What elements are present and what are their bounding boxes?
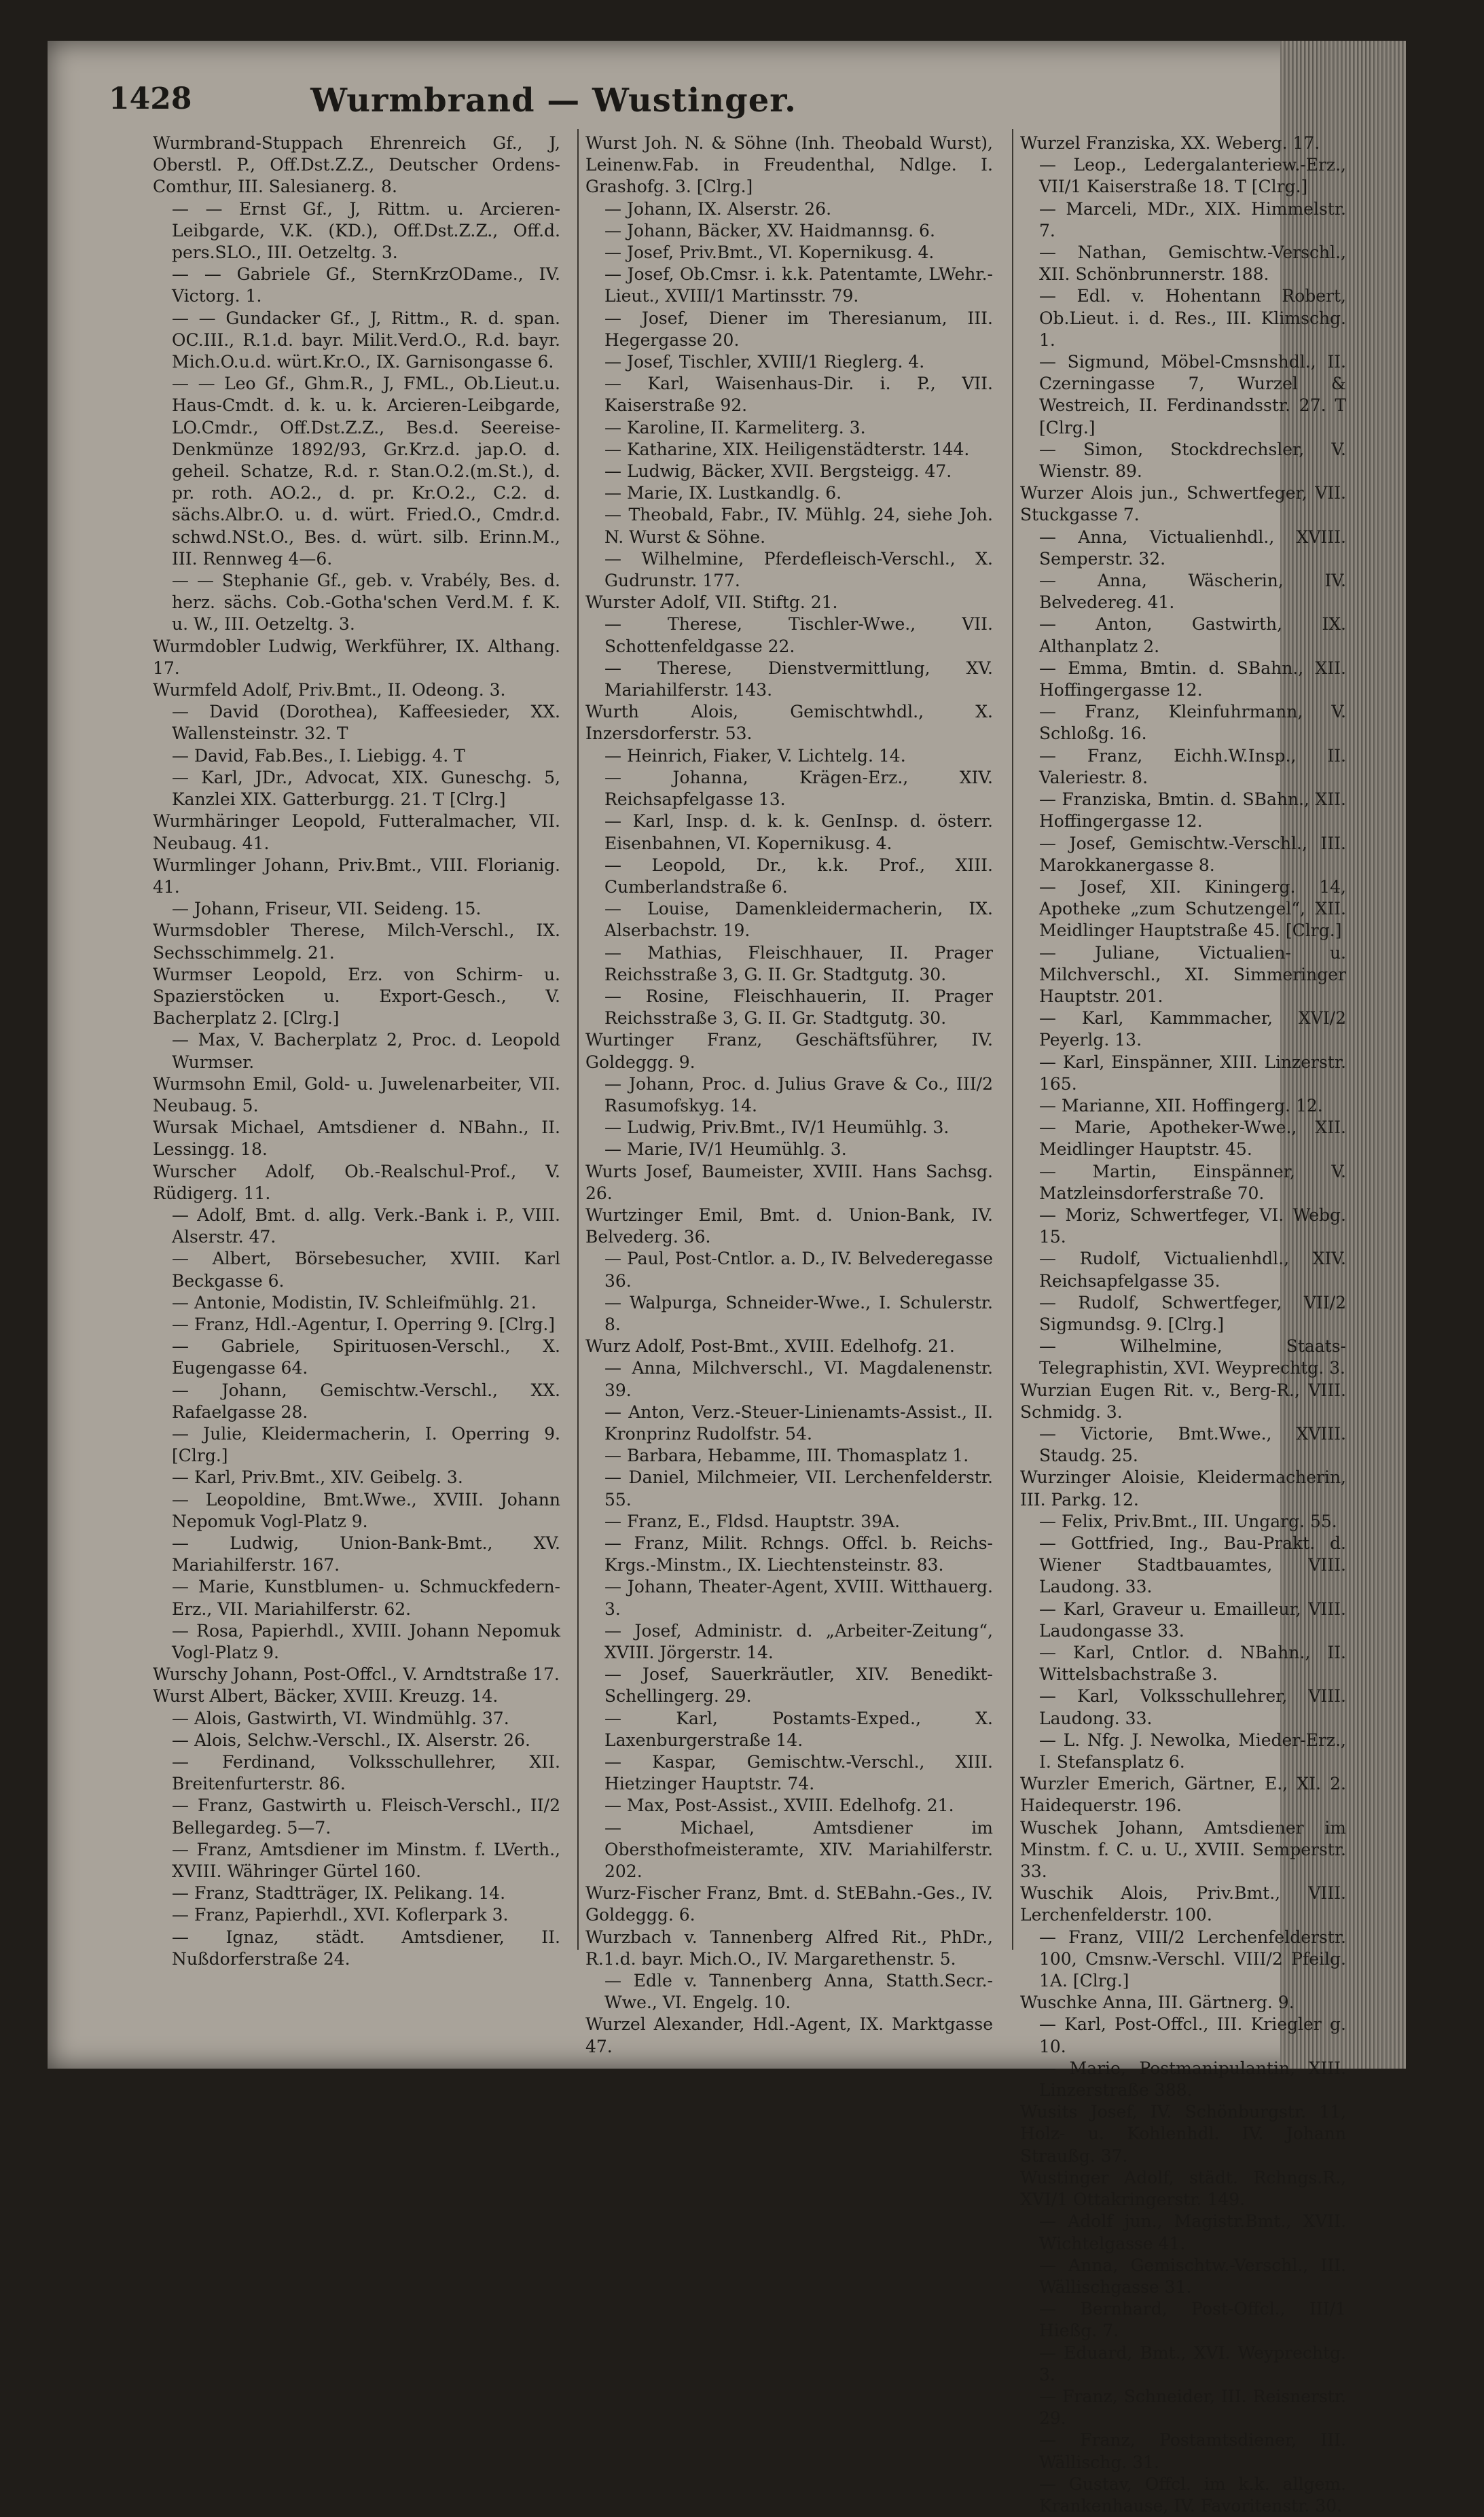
page-number: 1428 bbox=[109, 82, 192, 116]
directory-entry: — Marie, IV/1 Heumühlg. 3. bbox=[604, 1139, 847, 1160]
directory-entry: — Karl, JDr., Advocat, XIX. Guneschg. 5, Kanzlei XIX. Gatterburgg. 21. T [Clrg.] bbox=[172, 767, 560, 810]
directory-entry: — Karl, Kammmacher, XVI/2 Peyerlg. 13. bbox=[1039, 1008, 1346, 1050]
directory-entry: Wurmdobler Ludwig, Werkführer, IX. Althang. 17. bbox=[153, 636, 560, 678]
directory-entry: — Bernhard, Post-Offcl., III/1 Hießg. 7. bbox=[1039, 2299, 1346, 2341]
directory-entry: — Karl, Post-Offcl., III. Kriegler g. 10. bbox=[1039, 2014, 1346, 2056]
directory-entry: — Anna, Gemischtw.-Verschl., III. Wällischgasse 31. bbox=[1039, 2255, 1346, 2297]
directory-entry: — Kaspar, Gemischtw.-Verschl., XIII. Hietzinger Hauptstr. 74. bbox=[604, 1752, 993, 1794]
directory-entry: — Karl, Insp. d. k. k. GenInsp. d. österr. Eisenbahnen, VI. Kopernikusg. 4. bbox=[604, 811, 993, 853]
directory-entry: — Josef, Gemischtw.-Verschl., III. Marokkanergasse 8. bbox=[1039, 833, 1346, 875]
directory-entry: — Theobald, Fabr., IV. Mühlg. 24, siehe Joh. N. Wurst & Söhne. bbox=[604, 505, 993, 547]
directory-entry: — Rosine, Fleischhauerin, II. Prager Reichsstraße 3, G. II. Gr. Stadtgutg. 30. bbox=[604, 986, 993, 1029]
directory-entry: Wurster Adolf, VII. Stiftg. 21. bbox=[585, 592, 838, 613]
directory-entry: — Johann, Theater-Agent, XVIII. Witthauerg. 3. bbox=[604, 1577, 993, 1619]
directory-entry: — Gustav, Offcl. im k.k. allgem. Krankenhause, IV. Favoritenstr. 30. bbox=[1039, 2474, 1346, 2516]
directory-entry: — Sigmund, Möbel-Cmsnshdl., II. Czerningasse 7, Wurzel & Westreich, II. Ferdinandsstr. 27. T [Clrg.] bbox=[1039, 352, 1346, 438]
directory-entry: Wurz-Fischer Franz, Bmt. d. StEBahn.-Ges., IV. Goldeggg. 6. bbox=[585, 1883, 993, 1925]
directory-entry: — Barbara, Hebamme, III. Thomasplatz 1. bbox=[604, 1446, 969, 1466]
directory-entry: — Alois, Gastwirth, VI. Windmühlg. 37. bbox=[172, 1708, 509, 1728]
directory-entry: Wurst Joh. N. & Söhne (Inh. Theobald Wurst), Leinenw.Fab. in Freudenthal, Ndlge. I. Grashofg. 3. [Clrg.] bbox=[585, 133, 993, 197]
directory-entry: — Heinrich, Fiaker, V. Lichtelg. 14. bbox=[604, 745, 906, 766]
directory-entry: — Franz, VIII/2 Lerchenfelderstr. 100, Cmsnw.-Verschl. VIII/2 Pfeilg. 1A. [Clrg.] bbox=[1039, 1927, 1346, 1991]
directory-entry: — Leop., Ledergalanteriew.-Erz., VII/1 Kaiserstraße 18. T [Clrg.] bbox=[1039, 155, 1346, 197]
directory-entry: Wurmlinger Johann, Priv.Bmt., VIII. Florianig. 41. bbox=[153, 855, 560, 897]
directory-entry: Wurmser Leopold, Erz. von Schirm- u. Spazierstöcken u. Export-Gesch., V. Bacherplatz 2. [Clrg.] bbox=[153, 964, 560, 1029]
directory-entry: — Franz, Milit. Rchngs. Offcl. b. Reichs-Krgs.-Minstm., IX. Liechtensteinstr. 83. bbox=[604, 1533, 993, 1575]
directory-entry: — Eduard, Bmt., XVI. Weyprechtg. 3. bbox=[1039, 2342, 1346, 2385]
directory-entry: Wurth Alois, Gemischtwhdl., X. Inzersdorferstr. 53. bbox=[585, 702, 993, 744]
directory-entry: — Rosa, Papierhdl., XVIII. Johann Nepomuk Vogl-Platz 9. bbox=[172, 1620, 560, 1663]
directory-entry: — Louise, Damenkleidermacherin, IX. Alserbachstr. 19. bbox=[604, 899, 993, 941]
directory-entry: — Edle v. Tannenberg Anna, Statth.Secr.-Wwe., VI. Engelg. 10. bbox=[604, 1971, 993, 2013]
directory-entry: — Franz, Papierhdl., XVI. Koflerpark 3. bbox=[172, 1905, 509, 1925]
directory-entry: — Ferdinand, Volksschullehrer, XII. Breitenfurterstr. 86. bbox=[172, 1752, 560, 1794]
directory-entry: — Josef, Diener im Theresianum, III. Hegergasse 20. bbox=[604, 308, 993, 350]
directory-entry: — Wilhelmine, Pferdefleisch-Verschl., X. Gudrunstr. 177. bbox=[604, 548, 993, 591]
directory-entry: Wurst Albert, Bäcker, XVIII. Kreuzg. 14. bbox=[153, 1686, 499, 1707]
directory-entry: — Edl. v. Hohentann Robert, Ob.Lieut. i. d. Res., III. Klimschg. 1. bbox=[1039, 286, 1346, 350]
directory-entry: — Josef, Priv.Bmt., VI. Kopernikusg. 4. bbox=[604, 243, 935, 263]
directory-entry: — Ludwig, Bäcker, XVII. Bergsteigg. 47. bbox=[604, 461, 952, 482]
directory-entry: — Johann, Bäcker, XV. Haidmannsg. 6. bbox=[604, 220, 935, 240]
directory-entry: — Anna, Victualienhdl., XVIII. Semperstr. 32. bbox=[1039, 526, 1346, 569]
column-rule bbox=[577, 129, 579, 1950]
directory-entry: Wurz Adolf, Post-Bmt., XVIII. Edelhofg. 21. bbox=[585, 1336, 955, 1357]
directory-entry: Wurts Josef, Baumeister, XVIII. Hans Sachsg. 26. bbox=[585, 1161, 993, 1203]
directory-entry: — Anton, Gastwirth, IX. Althanplatz 2. bbox=[1039, 614, 1346, 656]
directory-entry: — Katharine, XIX. Heiligenstädterstr. 144. bbox=[604, 439, 970, 459]
directory-entry: — Johann, IX. Alserstr. 26. bbox=[604, 198, 832, 219]
directory-entry: — Marianne, XII. Hoffingerg. 12. bbox=[1039, 1095, 1323, 1115]
directory-entry: — Michael, Amtsdiener im Obersthofmeisteramte, XIV. Mariahilferstr. 202. bbox=[604, 1817, 993, 1882]
directory-entry: — Leopoldine, Bmt.Wwe., XVIII. Johann Nepomuk Vogl-Platz 9. bbox=[172, 1489, 560, 1531]
directory-entry: — — Stephanie Gf., geb. v. Vrabély, Bes. d. herz. sächs. Cob.-Gotha'schen Verd.M. f. K. u. W., III. Oetzeltg. 3. bbox=[172, 571, 560, 635]
directory-entry: — Gabriele, Spirituosen-Verschl., X. Eugengasse 64. bbox=[172, 1336, 560, 1378]
directory-entry: — Rudolf, Schwertfeger, VII/2 Sigmundsg. 9. [Clrg.] bbox=[1039, 1292, 1346, 1334]
directory-entry: — Karl, Graveur u. Emailleur, VIII. Laudongasse 33. bbox=[1039, 1599, 1346, 1641]
directory-entry: — Karl, Cntlor. d. NBahn., II. Wittelsbachstraße 3. bbox=[1039, 1643, 1346, 1685]
directory-entry: — Josef, XII. Kiningerg. 14, Apotheke „zum Schutzengel“, XII. Meidlinger Hauptstraße 45. [Clrg.] bbox=[1039, 876, 1346, 941]
directory-entry: — Leopold, Dr., k.k. Prof., XIII. Cumberlandstraße 6. bbox=[604, 855, 993, 897]
directory-entry: — L. Nfg. J. Newolka, Mieder-Erz., I. Stefansplatz 6. bbox=[1039, 1730, 1346, 1772]
directory-entry: — Franz, Kleinfuhrmann, V. Schloßg. 16. bbox=[1039, 702, 1346, 744]
directory-entry: — Ignaz, städt. Amtsdiener, II. Nußdorferstraße 24. bbox=[172, 1927, 560, 1969]
column-3 bbox=[1020, 132, 1346, 2516]
directory-entry: Wusits Josef, IV. Schönburgstr. 11, Holz- u. Kohlenhdl. IV. Johann Straußg. 37. bbox=[1020, 2102, 1346, 2166]
directory-entry: — David, Fab.Bes., I. Liebigg. 4. T bbox=[172, 745, 465, 766]
directory-entry: Wuschke Anna, III. Gärtnerg. 9. bbox=[1020, 1993, 1295, 2013]
directory-entry: — Johann, Gemischtw.-Verschl., XX. Rafaelgasse 28. bbox=[172, 1380, 560, 1422]
directory-entry: — Karl, Einspänner, XIII. Linzerstr. 165. bbox=[1039, 1052, 1346, 1094]
directory-entry: — Franz, E., Fldsd. Hauptstr. 39A. bbox=[604, 1511, 901, 1531]
directory-entry: — Marceli, MDr., XIX. Himmelstr. 7. bbox=[1039, 198, 1346, 240]
directory-entry: — David (Dorothea), Kaffeesieder, XX. Wallensteinstr. 32. T bbox=[172, 702, 560, 744]
directory-entry: Wuschek Johann, Amtsdiener im Minstm. f. C. u. U., XVIII. Semperstr. 33. bbox=[1020, 1817, 1346, 1882]
directory-entry: — — Gundacker Gf., J, Rittm., R. d. span. OC.III., R.1.d. bayr. Milit.Verd.O., R.d. bayr. Mich.O.u.d. würt.Kr.O., IX. Garnisongasse 6. bbox=[172, 308, 560, 372]
directory-entry: — Karl, Priv.Bmt., XIV. Geibelg. 3. bbox=[172, 1467, 463, 1488]
column-2 bbox=[585, 132, 993, 2056]
directory-entry: Wurzinger Aloisie, Kleidermacherin, III. Parkg. 12. bbox=[1020, 1467, 1346, 1510]
directory-entry: — Alois, Selchw.-Verschl., IX. Alserstr. 26. bbox=[172, 1730, 530, 1750]
directory-entry: — Rudolf, Victualienhdl., XIV. Reichsapfelgasse 35. bbox=[1039, 1249, 1346, 1291]
directory-entry: — Anna, Wäscherin, IV. Belvedereg. 41. bbox=[1039, 571, 1346, 613]
directory-entry: — Adolf, Bmt. d. allg. Verk.-Bank i. P., VIII. Alserstr. 47. bbox=[172, 1204, 560, 1247]
directory-entry: Wuschik Alois, Priv.Bmt., VIII. Lerchenfelderstr. 100. bbox=[1020, 1883, 1346, 1925]
directory-entry: — Johann, Proc. d. Julius Grave & Co., III/2 Rasumofskyg. 14. bbox=[604, 1073, 993, 1115]
directory-entry: — Josef, Tischler, XVIII/1 Rieglerg. 4. bbox=[604, 352, 925, 372]
directory-entry: — Karl, Postamts-Exped., X. Laxenburgerstraße 14. bbox=[604, 1708, 993, 1750]
directory-entry: — Franz, Amtsdiener im Minstm. f. LVerth., XVIII. Währinger Gürtel 160. bbox=[172, 1839, 560, 1882]
directory-entry: — Marie, Kunstblumen- u. Schmuckfedern-Erz., VII. Mariahilferstr. 62. bbox=[172, 1577, 560, 1619]
directory-entry: — Ludwig, Union-Bank-Bmt., XV. Mariahilferstr. 167. bbox=[172, 1533, 560, 1575]
directory-entry: Wustinger Adolf, städt. Rchngs.R., XVI/1 Ottakringerstr. 149. bbox=[1020, 2167, 1346, 2210]
directory-entry: Wurzler Emerich, Gärtner, E., XI. 2. Haidequerstr. 196. bbox=[1020, 1774, 1346, 1816]
running-head: Wurmbrand — Wustinger. bbox=[310, 82, 797, 120]
directory-entry: — Adolf jun., Magistr.Bmt., XVII. Wichtelgasse 41. bbox=[1039, 2211, 1346, 2253]
directory-entry: Wurscher Adolf, Ob.-Realschul-Prof., V. Rüdigerg. 11. bbox=[153, 1161, 560, 1203]
directory-entry: — — Ernst Gf., J, Rittm. u. Arcieren-Leibgarde, V.K. (KD.), Off.Dst.Z.Z., Off.d. pers.SLO., III. Oetzeltg. 3. bbox=[172, 198, 560, 263]
directory-entry: — Victorie, Bmt.Wwe., XVIII. Staudg. 25. bbox=[1039, 1423, 1346, 1466]
directory-entry: — Max, Post-Assist., XVIII. Edelhofg. 21. bbox=[604, 1796, 954, 1816]
directory-entry: — Antonie, Modistin, IV. Schleifmühlg. 21. bbox=[172, 1292, 537, 1313]
directory-entry: — Karl, Volksschullehrer, VIII. Laudong. 33. bbox=[1039, 1686, 1346, 1728]
directory-entry: — Franz, Eichh.W.Insp., II. Valeriestr. 8. bbox=[1039, 745, 1346, 787]
directory-entry: — Julie, Kleidermacherin, I. Operring 9. [Clrg.] bbox=[172, 1423, 560, 1466]
directory-entry: — Franziska, Bmtin. d. SBahn., XII. Hoffingergasse 12. bbox=[1039, 789, 1346, 832]
directory-entry: Wurmsdobler Therese, Milch-Verschl., IX. Sechsschimmelg. 21. bbox=[153, 921, 560, 963]
directory-entry: — Franz, Stadtträger, IX. Pelikang. 14. bbox=[172, 1883, 506, 1904]
directory-entry: — Franz, Gastwirth u. Fleisch-Verschl., II/2 Bellegardeg. 5—7. bbox=[172, 1796, 560, 1838]
directory-entry: — Moriz, Schwertfeger, VI. Webg. 15. bbox=[1039, 1204, 1346, 1247]
directory-entry: — Johanna, Krägen-Erz., XIV. Reichsapfelgasse 13. bbox=[604, 767, 993, 810]
directory-entry: — Ludwig, Priv.Bmt., IV/1 Heumühlg. 3. bbox=[604, 1118, 949, 1138]
directory-entry: Wurzel Franziska, XX. Weberg. 17. bbox=[1020, 133, 1320, 153]
directory-entry: Wurzel Alexander, Hdl.-Agent, IX. Marktgasse 47. bbox=[585, 2014, 993, 2056]
directory-entry: — Martin, Einspänner, V. Matzleinsdorferstraße 70. bbox=[1039, 1161, 1346, 1203]
directory-entry: — Karl, Waisenhaus-Dir. i. P., VII. Kaiserstraße 92. bbox=[604, 374, 993, 416]
directory-entry: — Franz, Postamtsdiener, III. Wällischg. 31. bbox=[1039, 2430, 1346, 2472]
directory-entry: — Wilhelmine, Staats-Telegraphistin, XVI. Weyprechtg. 3. bbox=[1039, 1336, 1346, 1378]
directory-entry: Wurzer Alois jun., Schwertfeger, VII. Stuckgasse 7. bbox=[1020, 483, 1346, 525]
directory-entry: — — Leo Gf., Ghm.R., J, FML., Ob.Lieut.u. Haus-Cmdt. d. k. u. k. Arcieren-Leibgarde, LO.Cmdr., Off.Dst.Z.Z., Bes.d. Seereise-Denkmünze 1892/93, Gr.Krz.d. jap.O. d. geheil. Schatze, R.d. r. Stan.O.2.(m.St.), d. pr. roth. AO.2., d. pr. Kr.O.2., C.2. d. sächs.Albr.O. u. d. würt. Fried.O., Cmdr.d. schwd.NSt.O., Bes. d. würt. silb. Erinn.M., III. Rennweg 4—6. bbox=[172, 374, 560, 569]
directory-entry: — Josef, Administr. d. „Arbeiter-Zeitung“, XVIII. Jörgerstr. 14. bbox=[604, 1620, 993, 1663]
directory-entry: — Marie, Apotheker-Wwe., XII. Meidlinger Hauptstr. 45. bbox=[1039, 1118, 1346, 1160]
directory-entry: — Daniel, Milchmeier, VII. Lerchenfelderstr. 55. bbox=[604, 1467, 993, 1510]
directory-entry: Wursak Michael, Amtsdiener d. NBahn., II. Lessingg. 18. bbox=[153, 1118, 560, 1160]
directory-entry: Wurtinger Franz, Geschäftsführer, IV. Goldeggg. 9. bbox=[585, 1030, 993, 1072]
directory-entry: Wurmbrand-Stuppach Ehrenreich Gf., J, Oberstl. P., Off.Dst.Z.Z., Deutscher Ordens-Comthur, III. Salesianerg. 8. bbox=[153, 133, 560, 197]
directory-entry: — Paul, Post-Cntlor. a. D., IV. Belvederegasse 36. bbox=[604, 1249, 993, 1291]
directory-entry: — Therese, Dienstvermittlung, XV. Mariahilferstr. 143. bbox=[604, 658, 993, 700]
directory-entry: — Karoline, II. Karmeliterg. 3. bbox=[604, 417, 866, 438]
directory-entry: — Felix, Priv.Bmt., III. Ungarg. 55. bbox=[1039, 1511, 1337, 1531]
directory-entry: — Albert, Börsebesucher, XVIII. Karl Beckgasse 6. bbox=[172, 1249, 560, 1291]
directory-entry: Wurmhäringer Leopold, Futteralmacher, VII. Neubaug. 41. bbox=[153, 811, 560, 853]
directory-entry: Wurmfeld Adolf, Priv.Bmt., II. Odeong. 3. bbox=[153, 680, 506, 700]
directory-entry: Wurschy Johann, Post-Offcl., V. Arndtstraße 17. bbox=[153, 1664, 560, 1685]
directory-entry: — Emma, Bmtin. d. SBahn., XII. Hoffingergasse 12. bbox=[1039, 658, 1346, 700]
directory-entry: — Franz, Hdl.-Agentur, I. Operring 9. [Clrg.] bbox=[172, 1314, 556, 1334]
directory-entry: — — Gabriele Gf., SternKrzODame., IV. Victorg. 1. bbox=[172, 264, 560, 306]
directory-entry: — Josef, Ob.Cmsr. i. k.k. Patentamte, LWehr.-Lieut., XVIII/1 Martinsstr. 79. bbox=[604, 264, 993, 306]
page-header bbox=[109, 82, 998, 129]
directory-entry: — Franz, Schneider, III. Reisnerstr. 29. bbox=[1039, 2386, 1346, 2429]
directory-entry: Wurzian Eugen Rit. v., Berg-R., VIII. Schmidg. 3. bbox=[1020, 1380, 1346, 1422]
column-1 bbox=[153, 132, 560, 1969]
directory-entry: — Nathan, Gemischtw.-Verschl., XII. Schönbrunnerstr. 188. bbox=[1039, 243, 1346, 285]
directory-entry: Wurzbach v. Tannenberg Alfred Rit., PhDr., R.1.d. bayr. Mich.O., IV. Margarethenstr. 5. bbox=[585, 1927, 993, 1969]
directory-entry: Wurmsohn Emil, Gold- u. Juwelenarbeiter, VII. Neubaug. 5. bbox=[153, 1073, 560, 1115]
directory-entry: — Gottfried, Ing., Bau-Prakt. d. Wiener Stadtbauamtes, VIII. Laudong. 33. bbox=[1039, 1533, 1346, 1597]
directory-entry: — Anton, Verz.-Steuer-Linienamts-Assist., II. Kronprinz Rudolfstr. 54. bbox=[604, 1402, 993, 1444]
directory-entry: — Johann, Friseur, VII. Seideng. 15. bbox=[172, 899, 482, 919]
directory-entry: Wurtzinger Emil, Bmt. d. Union-Bank, IV. Belvederg. 36. bbox=[585, 1204, 993, 1247]
directory-entry: — Josef, Sauerkräutler, XIV. Benedikt-Schellingerg. 29. bbox=[604, 1664, 993, 1707]
column-rule bbox=[1012, 129, 1013, 1950]
directory-entry: — Juliane, Victualien- u. Milchverschl., XI. Simmeringer Hauptstr. 201. bbox=[1039, 942, 1346, 1006]
directory-entry: — Walpurga, Schneider-Wwe., I. Schulerstr. 8. bbox=[604, 1292, 993, 1334]
directory-entry: — Marie, IX. Lustkandlg. 6. bbox=[604, 483, 842, 503]
directory-entry: — Therese, Tischler-Wwe., VII. Schottenfeldgasse 22. bbox=[604, 614, 993, 656]
directory-entry: — Anna, Milchverschl., VI. Magdalenenstr. 39. bbox=[604, 1358, 993, 1400]
directory-entry: — Max, V. Bacherplatz 2, Proc. d. Leopold Wurmser. bbox=[172, 1030, 560, 1072]
directory-entry: — Simon, Stockdrechsler, V. Wienstr. 89. bbox=[1039, 439, 1346, 482]
directory-entry: — Mathias, Fleischhauer, II. Prager Reichsstraße 3, G. II. Gr. Stadtgutg. 30. bbox=[604, 942, 993, 984]
directory-entry: — Marie, Postmanipulantin, XIII. Linzerstraße 388. bbox=[1039, 2058, 1346, 2101]
